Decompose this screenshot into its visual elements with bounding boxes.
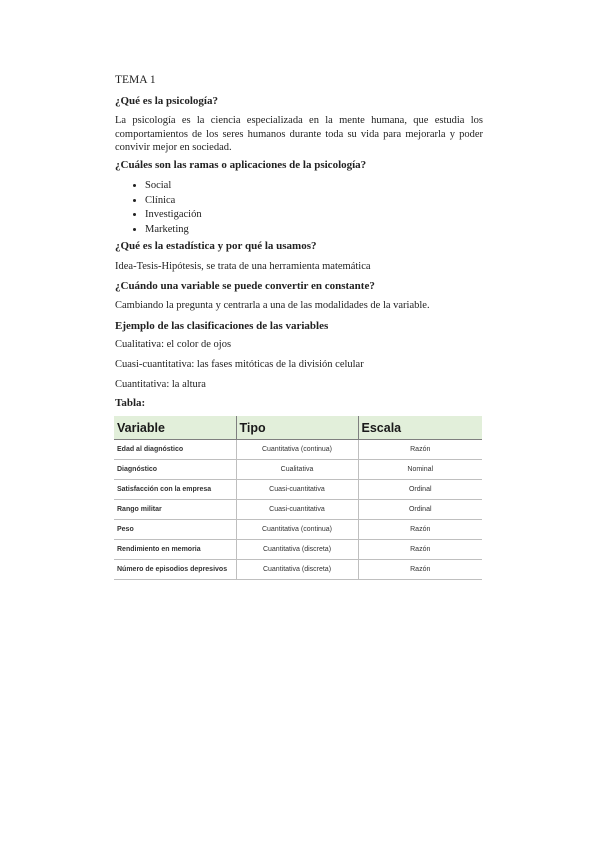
cell-variable: Rendimiento en memoria (114, 540, 236, 560)
list-item: • Marketing (145, 223, 202, 238)
cell-variable: Satisfacción con la empresa (114, 480, 236, 500)
question-statistics: ¿Qué es la estadística y por qué la usamos? (115, 240, 317, 252)
cell-escala: Razón (358, 520, 482, 540)
question-constant: ¿Cuándo una variable se puede convertir en constante? (115, 280, 375, 292)
cell-escala: Nominal (358, 460, 482, 480)
table-row (114, 520, 482, 540)
cell-escala: Razón (358, 440, 482, 460)
page-title: TEMA 1 (115, 74, 156, 86)
cell-variable: Número de episodios depresivos (114, 560, 236, 580)
header-escala: Escala (358, 416, 482, 440)
table-row (114, 500, 482, 520)
branches-list (131, 179, 202, 237)
cell-variable: Edad al diagnóstico (114, 440, 236, 460)
cell-escala: Ordinal (358, 500, 482, 520)
table-label: Tabla: (115, 397, 146, 409)
header-variable: Variable (114, 416, 236, 440)
cell-escala: Razón (358, 540, 482, 560)
cell-variable: Diagnóstico (114, 460, 236, 480)
answer-statistics: Idea-Tesis-Hipótesis, se trata de una herramienta matemática (115, 261, 371, 272)
example-quasi-quantitative: Cuasi-cuantitativa: las fases mitóticas de la división celular (115, 359, 364, 370)
cell-tipo: Cuantitativa (discreta) (236, 540, 358, 560)
table-header-row (114, 416, 482, 440)
header-tipo: Tipo (236, 416, 358, 440)
cell-tipo: Cuantitativa (continua) (236, 520, 358, 540)
answer-psychology: La psicología es la ciencia especializada en la mente humana, que estudia los comportamientos de los seres humanos durante toda su vida para mejorarla y poder convivir mejor en sociedad. (115, 115, 483, 153)
cell-tipo: Cuasi-cuantitativa (236, 480, 358, 500)
question-psychology: ¿Qué es la psicología? (115, 95, 218, 107)
question-classifications: Ejemplo de las clasificaciones de las variables (115, 320, 329, 332)
cell-variable: Peso (114, 520, 236, 540)
table-row (114, 560, 482, 580)
list-item: • Social (145, 179, 202, 194)
example-quantitative: Cuantitativa: la altura (115, 379, 206, 390)
table-row (114, 460, 482, 480)
answer-constant: Cambiando la pregunta y centrarla a una de las modalidades de la variable. (115, 300, 430, 311)
cell-tipo: Cualitativa (236, 460, 358, 480)
table-row (114, 440, 482, 460)
cell-escala: Razón (358, 560, 482, 580)
cell-tipo: Cuasi-cuantitativa (236, 500, 358, 520)
variables-table (114, 416, 482, 580)
cell-tipo: Cuantitativa (continua) (236, 440, 358, 460)
cell-escala: Ordinal (358, 480, 482, 500)
table-row (114, 480, 482, 500)
list-item: • Clínica (145, 194, 202, 209)
table-row (114, 540, 482, 560)
example-qualitative: Cualitativa: el color de ojos (115, 339, 232, 350)
list-item: • Investigación (145, 208, 202, 223)
cell-tipo: Cuantitativa (discreta) (236, 560, 358, 580)
cell-variable: Rango militar (114, 500, 236, 520)
question-branches: ¿Cuáles son las ramas o aplicaciones de la psicología? (115, 159, 367, 171)
